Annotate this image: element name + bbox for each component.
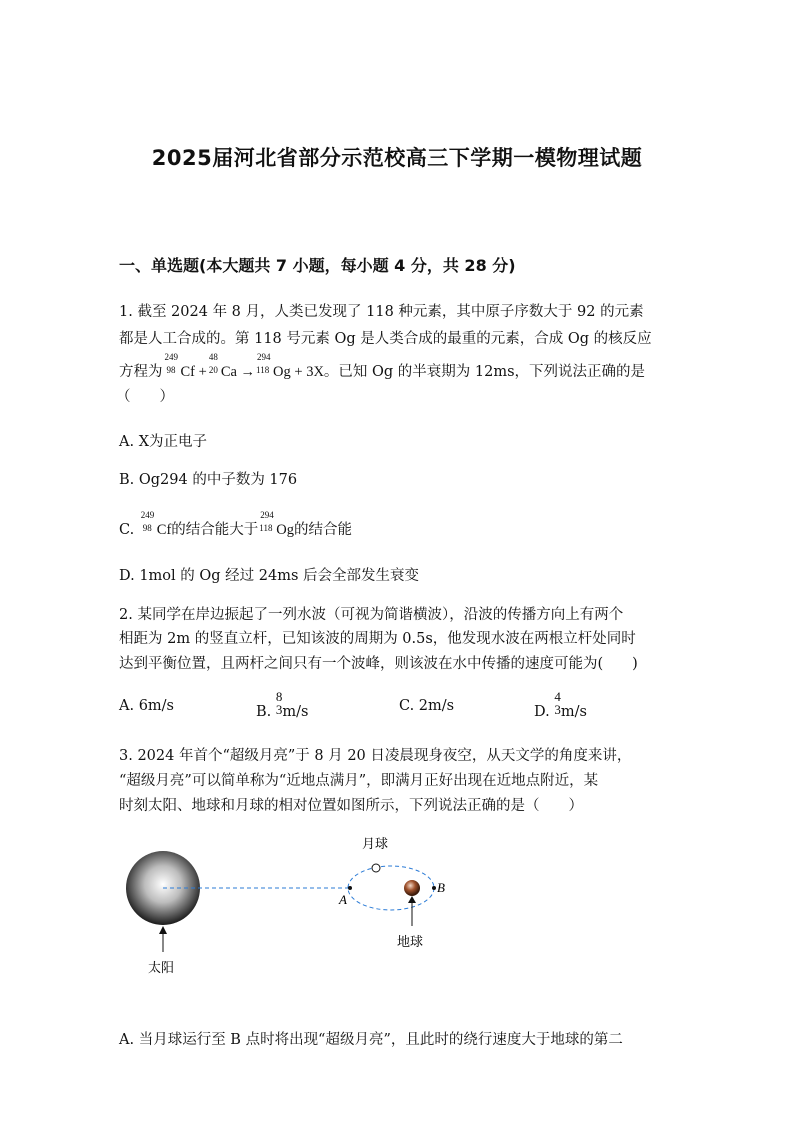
point-b-label: B [437, 880, 445, 895]
q1-option-a: A. X为正电子 [119, 434, 208, 450]
sun-arrow-head [159, 926, 167, 934]
q1-option-b: B. Og294 的中子数为 176 [119, 472, 298, 488]
cf-mass-number: 249 [140, 510, 155, 520]
og-atomic-number: 118 [256, 365, 270, 375]
og-nuclide-numbers [255, 352, 273, 376]
q2-option-b-unit: m/s [282, 704, 309, 720]
q1-line-2: 都是人工合成的。第 118 号元素 Og 是人类合成的最重的元素，合成 Og 的核反应 [119, 331, 652, 347]
q2-option-d-unit: m/s [560, 704, 587, 720]
og-atomic-number: 118 [259, 523, 273, 533]
q2-option-c: C. 2m/s [399, 698, 455, 714]
q3-line-2: “超级月亮”可以简单称为“近地点满月”，即满月正好出现在近地点附近，某 [119, 773, 599, 789]
q1-line-3 [119, 352, 646, 381]
q2-option-a: A. 6m/s [119, 698, 174, 714]
og-symbol: Og + 3X [273, 364, 324, 380]
q1-option-c-label: C. [119, 522, 135, 538]
ca-atomic-number: 20 [208, 365, 218, 375]
cf-mass-number: 249 [164, 352, 178, 362]
point-b-dot [432, 886, 436, 890]
ca-nuclide-numbers [207, 352, 221, 376]
page-title: 2025届河北省部分示范校高三下学期一模物理试题 [151, 146, 643, 170]
cf-atomic-number: 98 [166, 365, 176, 375]
nuclear-equation [163, 352, 324, 380]
q1-line3-prefix: 方程为 [119, 364, 163, 380]
ca-mass-number: 48 [208, 352, 218, 362]
moon-orbit [348, 866, 434, 910]
q2-line-2: 相距为 2m 的竖直立杆，已知该波的周期为 0.5s，他发现水波在两根立杆处同时 [119, 631, 636, 647]
sun-earth-moon-diagram [110, 828, 470, 978]
q2-option-d-label: D. [534, 704, 550, 720]
moon-label: 月球 [362, 837, 389, 852]
fraction-denominator: 3 [275, 702, 283, 717]
cf-nuclide-numbers [163, 352, 181, 376]
q1-line3-suffix: 。已知 Og 的半衰期为 12ms，下列说法正确的是 [323, 364, 646, 380]
q3-line-1: 3. 2024 年首个“超级月亮”于 8 月 20 日凌晨现身夜空，从天文学的角度来讲， [119, 748, 632, 764]
cf-symbol: Cf + [180, 364, 207, 380]
point-a-dot [348, 886, 352, 890]
q1-option-c [119, 510, 353, 539]
og-mass-number: 294 [260, 510, 274, 520]
point-a-label: A [339, 892, 347, 907]
q1-line-1: 1. 截至 2024 年 8 月，人类已发现了 118 种元素，其中原子序数大于 92 的元素 [119, 304, 644, 320]
cf-nuclide-numbers [139, 510, 157, 534]
q3-line-3: 时刻太阳、地球和月球的相对位置如图所示，下列说法正确的是（ ） [119, 798, 583, 814]
q1-option-c-mid: 的结合能大于 [171, 522, 259, 538]
og-nuclide: 294 118 Og [259, 510, 295, 538]
og-mass-number: 294 [257, 352, 271, 362]
ca-symbol: Ca → [220, 364, 256, 380]
fraction-numerator: 4 [554, 689, 561, 704]
earth-icon [404, 880, 420, 896]
q2-option-d [534, 689, 587, 720]
earth-arrow-head [408, 896, 416, 903]
q2-line-3: 达到平衡位置，且两杆之间只有一个波峰，则该波在水中传播的速度可能为( ) [119, 656, 638, 672]
section-heading: 一、单选题(本大题共 7 小题，每小题 4 分，共 28 分) [119, 256, 516, 275]
fraction-denominator: 3 [554, 702, 561, 717]
q2-option-b-label: B. [256, 704, 272, 720]
q2-option-b [256, 689, 309, 720]
moon-icon [372, 864, 380, 872]
q3-option-a: A. 当月球运行至 B 点时将出现“超级月亮”，且此时的绕行速度大于地球的第二 [119, 1032, 623, 1048]
cf-atomic-number: 98 [142, 523, 152, 533]
og-nuclide-numbers [258, 510, 276, 534]
earth-label: 地球 [397, 935, 424, 950]
sun-label: 太阳 [148, 961, 175, 976]
q1-option-c-suffix: 的结合能 [294, 522, 353, 538]
fraction-numerator: 8 [275, 689, 283, 704]
q2-line-1: 2. 某同学在岸边振起了一列水波（可视为简谐横波），沿波的传播方向上有两个 [119, 607, 624, 623]
q1-option-d: D. 1mol 的 Og 经过 24ms 后会全部发生衰变 [119, 568, 420, 584]
cf-nuclide: 249 98 Cf [140, 510, 172, 538]
q1-answer-paren: （ ） [116, 389, 174, 405]
